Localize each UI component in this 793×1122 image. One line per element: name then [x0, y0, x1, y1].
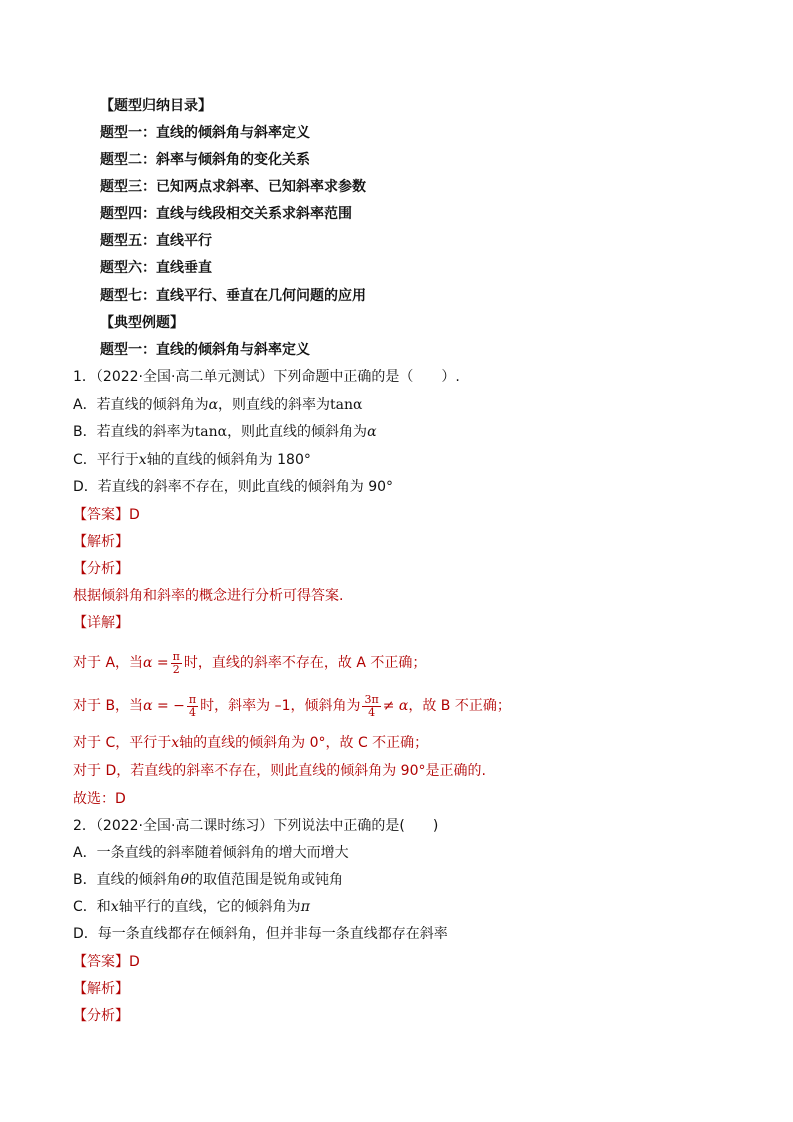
question-1-option-c: C．平行于x轴的直线的倾斜角为 180°: [73, 452, 311, 468]
fenxi-text: 根据倾斜角和斜率的概念进行分析可得答案.: [73, 588, 344, 604]
question-2-option-a: A．一条直线的斜率随着倾斜角的增大而增大: [73, 845, 349, 861]
analysis-label: 【解析】: [73, 534, 129, 550]
detail-line-d: 对于 D，若直线的斜率不存在，则此直线的倾斜角为 90°是正确的.: [73, 763, 486, 779]
fenxi-label: 【分析】: [73, 1008, 129, 1024]
toc-item: 题型四：直线与线段相交关系求斜率范围: [100, 206, 352, 222]
toc-item: 题型三：已知两点求斜率、已知斜率求参数: [100, 179, 366, 195]
choose-line: 故选：D: [73, 791, 126, 807]
toc-item: 题型一：直线的倾斜角与斜率定义: [100, 125, 310, 141]
question-1-option-b: B．若直线的斜率为tanα，则此直线的倾斜角为α: [73, 424, 377, 440]
answer-label: 【答案】D: [73, 507, 140, 523]
fenxi-label: 【分析】: [73, 561, 129, 577]
examples-heading: 【典型例题】: [100, 315, 184, 331]
question-1-option-a: A．若直线的倾斜角为α，则直线的斜率为tanα: [73, 397, 363, 413]
detail-line-b: 对于 B，当α = − $\frac{\pi}{4}$ 时，斜率为 –1，倾斜角为 $\frac{3\pi}{4}$ ≠ α，故 B 不正确；: [73, 692, 511, 719]
question-2-option-d: D．每一条直线都存在倾斜角，但并非每一条直线都存在斜率: [73, 926, 448, 942]
detail-line-a: 对于 A，当α = $\frac{\pi}{2}$ 时，直线的斜率不存在，故 A 不正确；: [73, 649, 427, 676]
answer-label: 【答案】D: [73, 954, 140, 970]
toc-item: 题型六：直线垂直: [100, 260, 212, 276]
question-1-stem: 1．（2022·全国·高二单元测试）下列命题中正确的是（ ）.: [73, 369, 460, 385]
question-2-option-c: C．和x轴平行的直线，它的倾斜角为π: [73, 899, 310, 915]
toc-item: 题型五：直线平行: [100, 233, 212, 249]
detail-label: 【详解】: [73, 615, 129, 631]
question-1-option-d: D．若直线的斜率不存在，则此直线的倾斜角为 90°: [73, 479, 394, 495]
question-2-option-b: B．直线的倾斜角θ的取值范围是锐角或钝角: [73, 872, 344, 888]
section-title: 题型一：直线的倾斜角与斜率定义: [100, 342, 310, 358]
toc-item: 题型七：直线平行、垂直在几何问题的应用: [100, 288, 366, 304]
toc-heading: 【题型归纳目录】: [100, 98, 212, 114]
detail-line-c: 对于 C，平行于x轴的直线的倾斜角为 0°，故 C 不正确；: [73, 735, 429, 751]
toc-item: 题型二：斜率与倾斜角的变化关系: [100, 152, 310, 168]
analysis-label: 【解析】: [73, 981, 129, 997]
question-2-stem: 2．（2022·全国·高二课时练习）下列说法中正确的是( ): [73, 818, 439, 834]
